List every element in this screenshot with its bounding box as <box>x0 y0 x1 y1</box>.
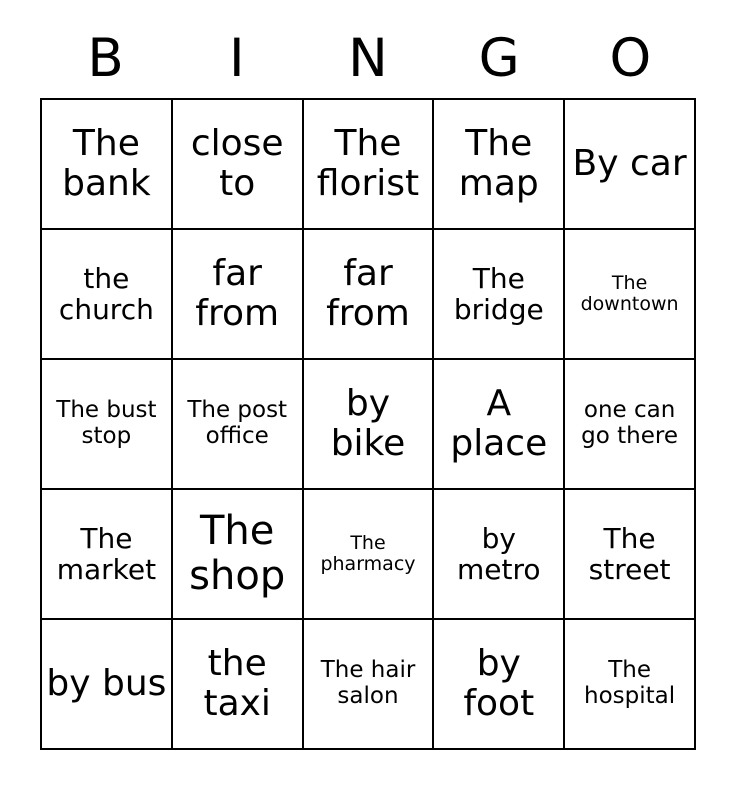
bingo-grid <box>40 98 696 750</box>
bingo-cell[interactable]: By car <box>564 99 695 229</box>
bingo-cell[interactable]: The downtown <box>564 229 695 359</box>
bingo-cell[interactable]: one can go there <box>564 359 695 489</box>
bingo-cell[interactable]: the church <box>41 229 172 359</box>
bingo-cell[interactable]: The map <box>433 99 564 229</box>
bingo-cell[interactable]: The pharmacy <box>303 489 434 619</box>
table-row <box>41 99 695 229</box>
table-row <box>41 619 695 749</box>
bingo-cell[interactable]: by foot <box>433 619 564 749</box>
header-letter-b: B <box>87 28 124 89</box>
bingo-cell[interactable]: by metro <box>433 489 564 619</box>
table-row <box>41 359 695 489</box>
bingo-cell[interactable]: The bust stop <box>41 359 172 489</box>
bingo-cell[interactable]: far from <box>172 229 303 359</box>
bingo-cell[interactable]: The post office <box>172 359 303 489</box>
header-letter-n: N <box>348 28 388 89</box>
header-letter-g: G <box>478 28 520 89</box>
bingo-cell[interactable]: close to <box>172 99 303 229</box>
bingo-cell[interactable]: The florist <box>303 99 434 229</box>
bingo-cell[interactable]: The street <box>564 489 695 619</box>
bingo-cell[interactable]: by bus <box>41 619 172 749</box>
header-letter-i: I <box>228 28 245 89</box>
bingo-cell[interactable]: The bridge <box>433 229 564 359</box>
bingo-cell[interactable]: A place <box>433 359 564 489</box>
bingo-cell[interactable]: The hair salon <box>303 619 434 749</box>
bingo-cell[interactable]: far from <box>303 229 434 359</box>
bingo-cell[interactable]: The market <box>41 489 172 619</box>
bingo-cell[interactable]: by bike <box>303 359 434 489</box>
bingo-cell[interactable]: The shop <box>172 489 303 619</box>
header-letter-o: O <box>609 28 652 89</box>
bingo-header <box>40 0 696 90</box>
table-row <box>41 489 695 619</box>
bingo-cell[interactable]: The bank <box>41 99 172 229</box>
bingo-cell[interactable]: the taxi <box>172 619 303 749</box>
table-row <box>41 229 695 359</box>
bingo-cell[interactable]: The hospital <box>564 619 695 749</box>
